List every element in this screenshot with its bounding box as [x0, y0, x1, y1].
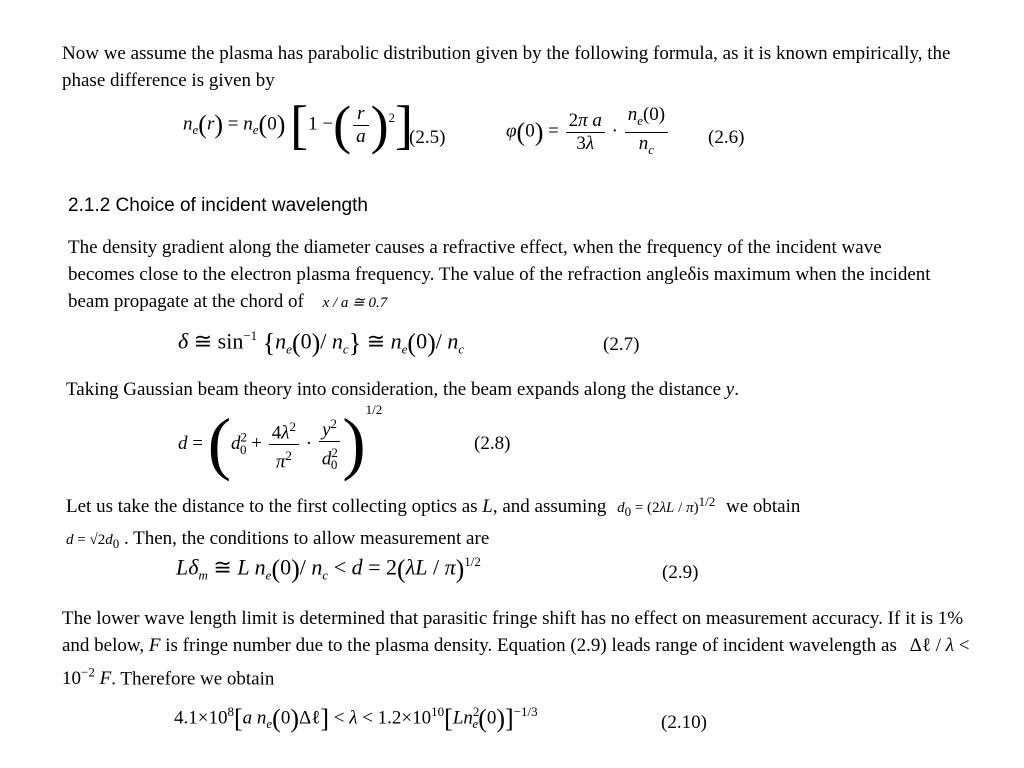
equation-label-2-9: (2.9)	[662, 562, 699, 583]
equation-label-2-7: (2.7)	[603, 334, 640, 355]
paragraph-refraction-text: The density gradient along the diameter causes a refractive effect, when the frequency of the incident wave becomes close to the electron plasma frequency. The value of the refraction angle	[68, 237, 882, 285]
equation-2-7: δ ≅ $\sin^{-1} \{n_e(0)/$ $n_c$} ≅ $n_e(0)/$ $n_c$	[178, 328, 465, 358]
inline-math-chord: x / a ≅ 0.7	[322, 295, 388, 311]
delta-symbol: δ	[687, 264, 697, 285]
equation-2-10: $4.1\times 10^8[a$ $n_e(0)\Delta\ell] < \lambda < 1.2\times 10^{10}[Ln^2_e(0)]^{-1/3}$	[174, 704, 538, 733]
p5-text-b: is fringe number due to the plasma density. Equation (2.9) leads range of incident wavelength as	[165, 635, 897, 656]
var-y: y	[725, 379, 735, 400]
equation-label-2-6: (2.6)	[708, 127, 745, 148]
equation-2-8: $d = (d^2_0$ + $\frac{4\lambda^2}{\pi^2}$ · $\frac{y^2}{d^2_0}$ )$^{1/2}$	[178, 402, 383, 483]
p5-text-a: The lower wave length limit is determined that parasitic fringe shift has no effect on measurement accuracy. If it is 1% and below,	[62, 608, 964, 656]
paragraph-refraction-tail: is maximum when the incident beam propagate at the chord of	[68, 264, 931, 312]
var-F: F	[148, 635, 161, 656]
paragraph-refraction	[68, 234, 948, 317]
paragraph-intro: Now we assume the plasma has parabolic distribution given by the following formula, as it is known empirically, the phase difference is given by	[62, 43, 951, 91]
equation-label-2-8: (2.8)	[474, 433, 511, 454]
equation-2-9: $L\delta_m$ ≅ L $n_e(0)/$ $n_c < d = 2(\lambda L / \pi)^{1/2}$	[176, 554, 481, 584]
equation-label-2-5: (2.5)	[409, 127, 446, 148]
inline-math-d: d = √2d0	[66, 532, 120, 551]
paragraph-collecting-optics	[66, 488, 976, 557]
inline-math-fringe: Δℓ / $\lambda < 10^{-2}$ F	[62, 635, 970, 690]
p4-text-a: Let us take the distance to the first collecting optics as	[66, 496, 478, 517]
equation-2-6: φ(0) = $\frac{\text{2π a}}{3\lambda}$ · $\frac{n_e(0)}{n_c}$	[506, 104, 670, 161]
paragraph-wavelength-limit	[62, 605, 972, 692]
period: .	[734, 379, 739, 400]
p4-text-b: , and assuming	[492, 496, 607, 517]
var-L: L	[482, 496, 493, 517]
inline-math-d0: d0 = (2λL / π)1/2	[617, 494, 716, 519]
equation-2-5: $n_e(r) = n_e(0)$ [1 −( $\frac{r}{a}$ )$^2$]	[183, 95, 414, 155]
p5-text-c: . Therefore we obtain	[111, 668, 275, 690]
paragraph-gaussian-text: Taking Gaussian beam theory into consideration, the beam expands along the distance	[66, 379, 722, 400]
paragraph-gaussian	[66, 376, 966, 403]
p4-text-d: . Then, the conditions to allow measurement are	[123, 528, 490, 549]
p4-text-c: we obtain	[725, 496, 801, 517]
section-heading: 2.1.2 Choice of incident wavelength	[68, 195, 368, 216]
equation-label-2-10: (2.10)	[661, 712, 707, 733]
